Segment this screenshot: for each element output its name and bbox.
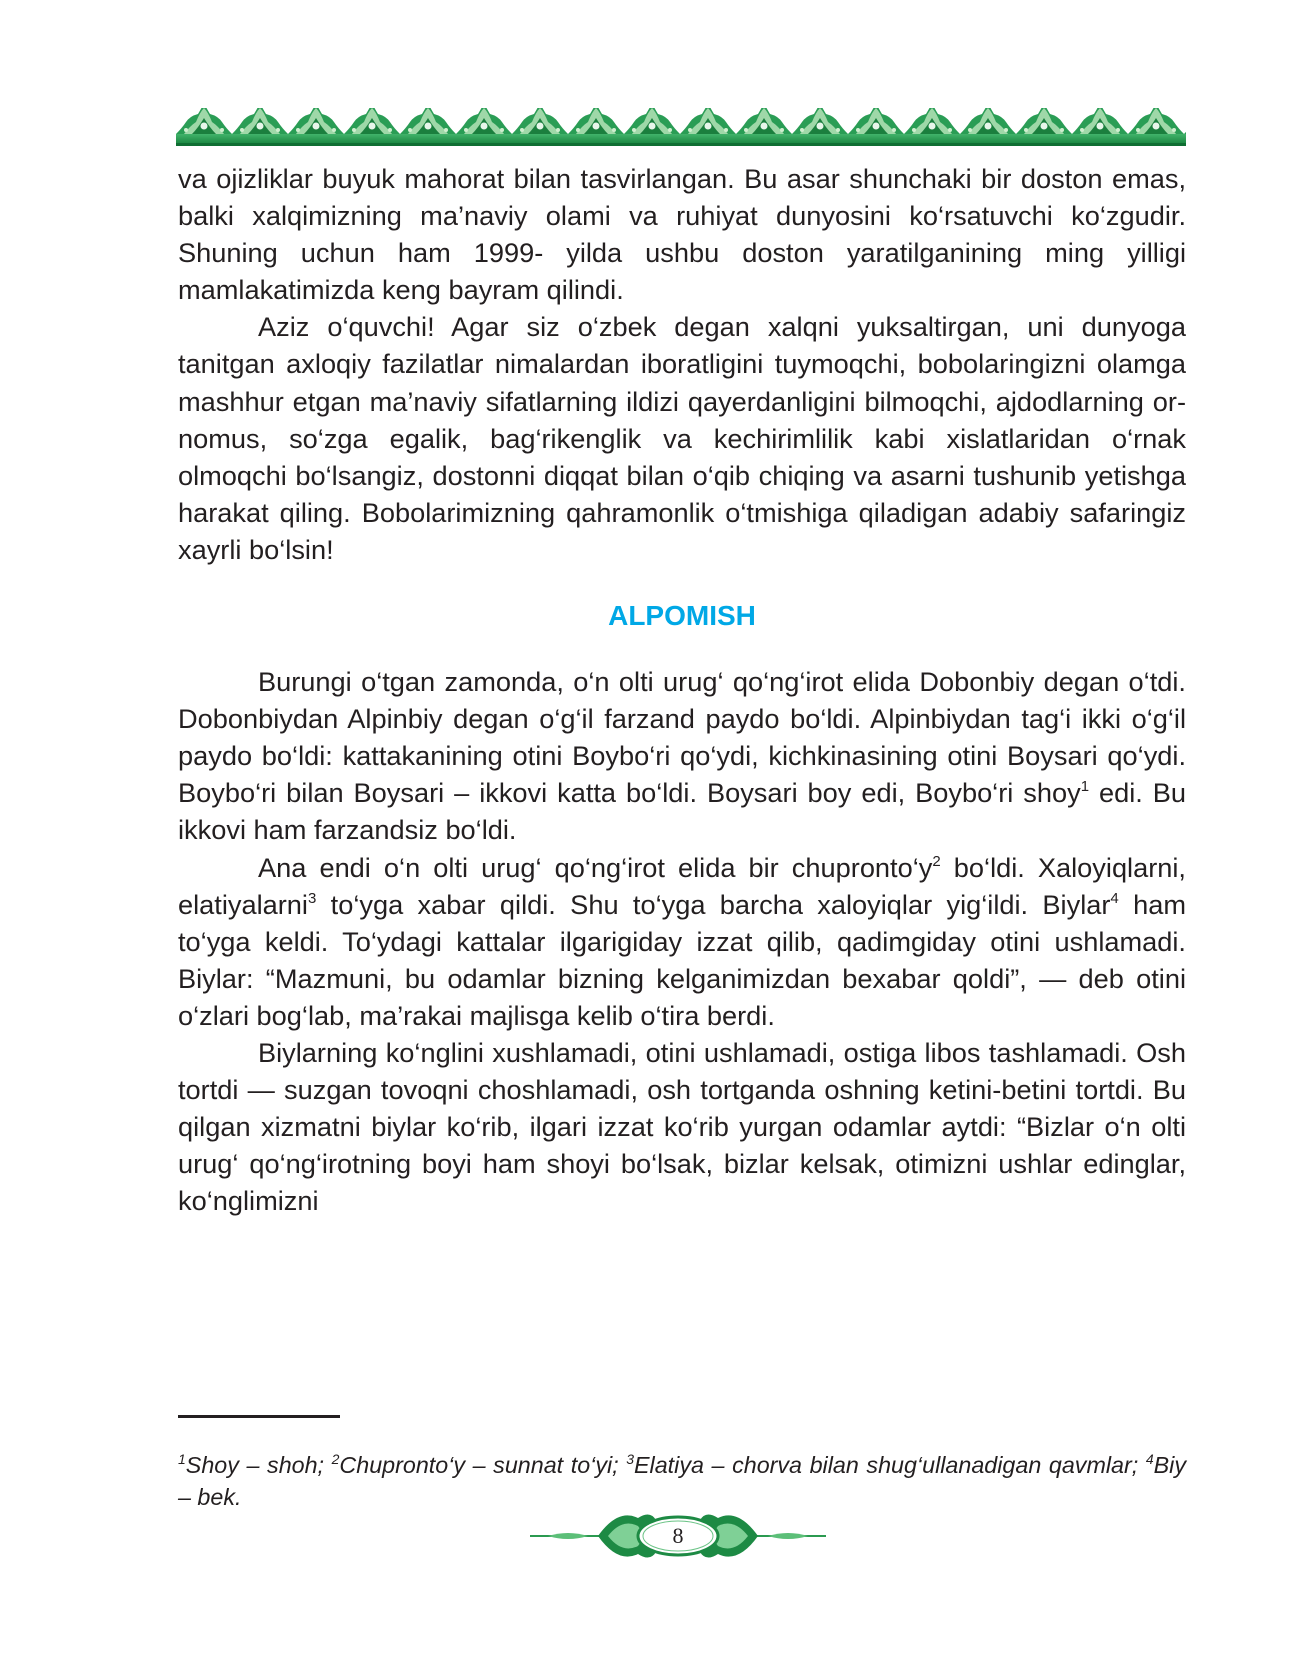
footnote-num-2: 2	[331, 1451, 340, 1467]
paragraph-3-text-b: edi. Bu ikkovi ham farzandsiz bo‘ldi.	[178, 777, 1186, 846]
paragraph-1: va ojizliklar buyuk mahorat bilan tasvirlangan. Bu asar shunchaki bir doston emas, balki xalqimizning ma’naviy olami va ruhiyat dunyosini ko‘rsatuvchi ko‘zgudir. Shuning uchun ham 1999- yilda ushbu doston yaratilganining ming yilligi mamlakatimizda keng bayram qilindi.	[178, 163, 1186, 306]
footnote-num-1: 1	[178, 1451, 186, 1467]
top-ornamental-border	[176, 100, 1186, 148]
paragraph-4	[178, 849, 1186, 1034]
footnote-ref-1: 1	[1080, 778, 1090, 796]
footnote-text-3: Elatiya – chorva bilan shug‘ullanadigan qavmlar;	[634, 1452, 1146, 1478]
page-number: 8	[672, 1523, 684, 1548]
footnote-separator	[178, 1415, 340, 1418]
paragraph-4-text-d: ham to‘yga keldi. To‘ydagi kattalar ilgarigiday izzat qilib, qadimgiday otini ushlamadi. Biylar: “Mazmuni, bu odamlar bizning kelganimizdan bexabar qoldi”, — deb otini o‘zlari bog‘lab, ma’rakai majlisga kelib o‘tira berdi.	[178, 888, 1186, 1031]
paragraph-2: Aziz o‘quvchi! Agar siz o‘zbek degan xalqni yuksaltirgan, uni dunyoga tanitgan axloqiy fazilatlar nimalardan iboratligini tuymoqchi, bobolaringizni olamga mashhur etgan ma’naviy sifatlarning ildizi qayerdanligini bilmoqchi, ajdodlarning or-nomus, so‘zga egalik, bag‘rikenglik va kechirimlilik kabi xislatlaridan o‘rnak olmoqchi bo‘lsangiz, dostonni diqqat bilan o‘qib chiqing va asarni tushunib yetishga harakat qiling. Bobolarimizning qahramonlik o‘tmishiga qiladigan adabiy safaringiz xayrli bo‘lsin!	[178, 311, 1186, 565]
page-body-text	[178, 160, 1186, 1219]
footnote-text-1: Shoy – shoh;	[185, 1452, 332, 1478]
paragraph-3-text-a: Burungi o‘tgan zamonda, o‘n olti urug‘ qo‘ng‘irot elida Dobonbiy degan o‘tdi. Dobonbiydan Alpinbiy degan o‘g‘il farzand paydo bo‘ldi. Alpinbiydan tag‘i ikki o‘g‘il paydo bo‘ldi: kattakanining otini Boybo‘ri qo‘ydi, kichkinasining otini Boysari qo‘ydi. Boybo‘ri bilan Boysari – ikkovi katta bo‘ldi. Boysari boy edi, Boybo‘ri shoy	[178, 666, 1186, 809]
paragraph-4-text-a: Ana endi o‘n olti urug‘ qo‘ng‘irot elida bir chupronto‘y	[258, 851, 933, 883]
paragraph-5: Biylarning ko‘nglini xushlamadi, otini ushlamadi, ostiga libos tashlamadi. Osh tortdi — suzgan tovoqni choshlamadi, osh tortganda oshning ketini-betini tortdi. Bu qilgan xizmatni biylar ko‘rib, ilgari izzat ko‘rib yurgan odamlar aytdi: “Bizlar o‘n olti urug‘ qo‘ng‘irotning boyi ham shoyi bo‘lsak, bizlar kelsak, otimizni ushlar edinglar, ko‘nglimizni	[178, 1036, 1186, 1217]
paragraph-4-text-b: bo‘ldi. Xaloyiqlarni, elatiyalarni	[178, 851, 1186, 920]
footnote-num-4: 4	[1145, 1451, 1154, 1467]
paragraph-3	[178, 663, 1186, 848]
footnote-text-4: Biy – bek.	[178, 1452, 1186, 1510]
paragraph-4-text-c: to‘yga xabar qildi. Shu to‘yga barcha xaloyiqlar yig‘ildi. Biylar	[316, 888, 1111, 920]
section-heading: ALPOMISH	[608, 600, 756, 632]
footnote-ref-3: 3	[307, 889, 317, 907]
footnote-ref-4: 4	[1110, 889, 1119, 907]
footnote-ref-2: 2	[932, 852, 941, 870]
footnote-text-2: Chupronto‘y – sunnat to‘yi;	[339, 1452, 627, 1478]
footnote-num-3: 3	[626, 1451, 635, 1467]
